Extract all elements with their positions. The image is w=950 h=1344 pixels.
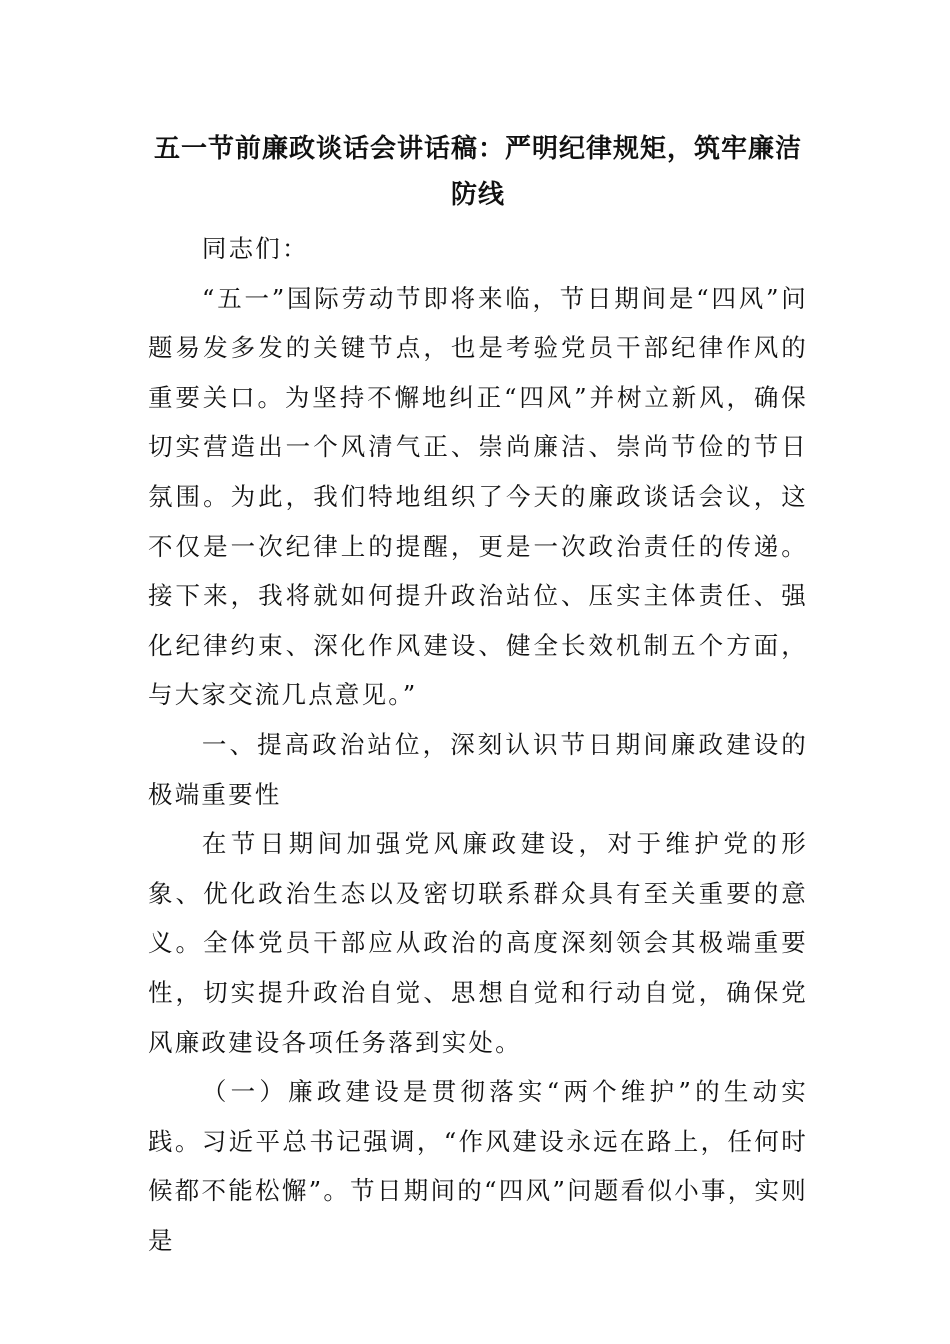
document-title: 五一节前廉政谈话会讲话稿：严明纪律规矩，筑牢廉洁防线 [153,134,802,210]
salutation: 同志们： [201,234,309,263]
section-heading: 一、提高政治站位，深刻认识节日期间廉政建设的极端重要性 [148,729,808,809]
body-paragraph: （一）廉政建设是贯彻落实“两个维护”的生动实践。习近平总书记强调，“作风建设永远在路上，任何时候都不能松懈”。节日期间的“四风”问题看似小事，实则是 [148,1077,808,1255]
body-paragraph: 在节日期间加强党风廉政建设，对于维护党的形象、优化政治生态以及密切联系群众具有至关重要的意义。全体党员干部应从政治的高度深刻领会其极端重要性，切实提升政治自觉、思想自觉和行动自觉，确保党风廉政建设各项任务落到实处。 [148,829,808,1057]
body-paragraph: “五一”国际劳动节即将来临，节日期间是“四风”问题易发多发的关键节点，也是考验党员干部纪律作风的重要关口。为坚持不懈地纠正“四风”并树立新风，确保切实营造出一个风清气正、崇尚廉洁、崇尚节俭的节日氛围。为此，我们特地组织了今天的廉政谈话会议，这不仅是一次纪律上的提醒，更是一次政治责任的传递。接下来，我将就如何提升政治站位、压实主体责任、强化纪律约束、深化作风建设、健全长效机制五个方面，与大家交流几点意见。” [148,283,808,710]
document-body [148,224,808,1265]
